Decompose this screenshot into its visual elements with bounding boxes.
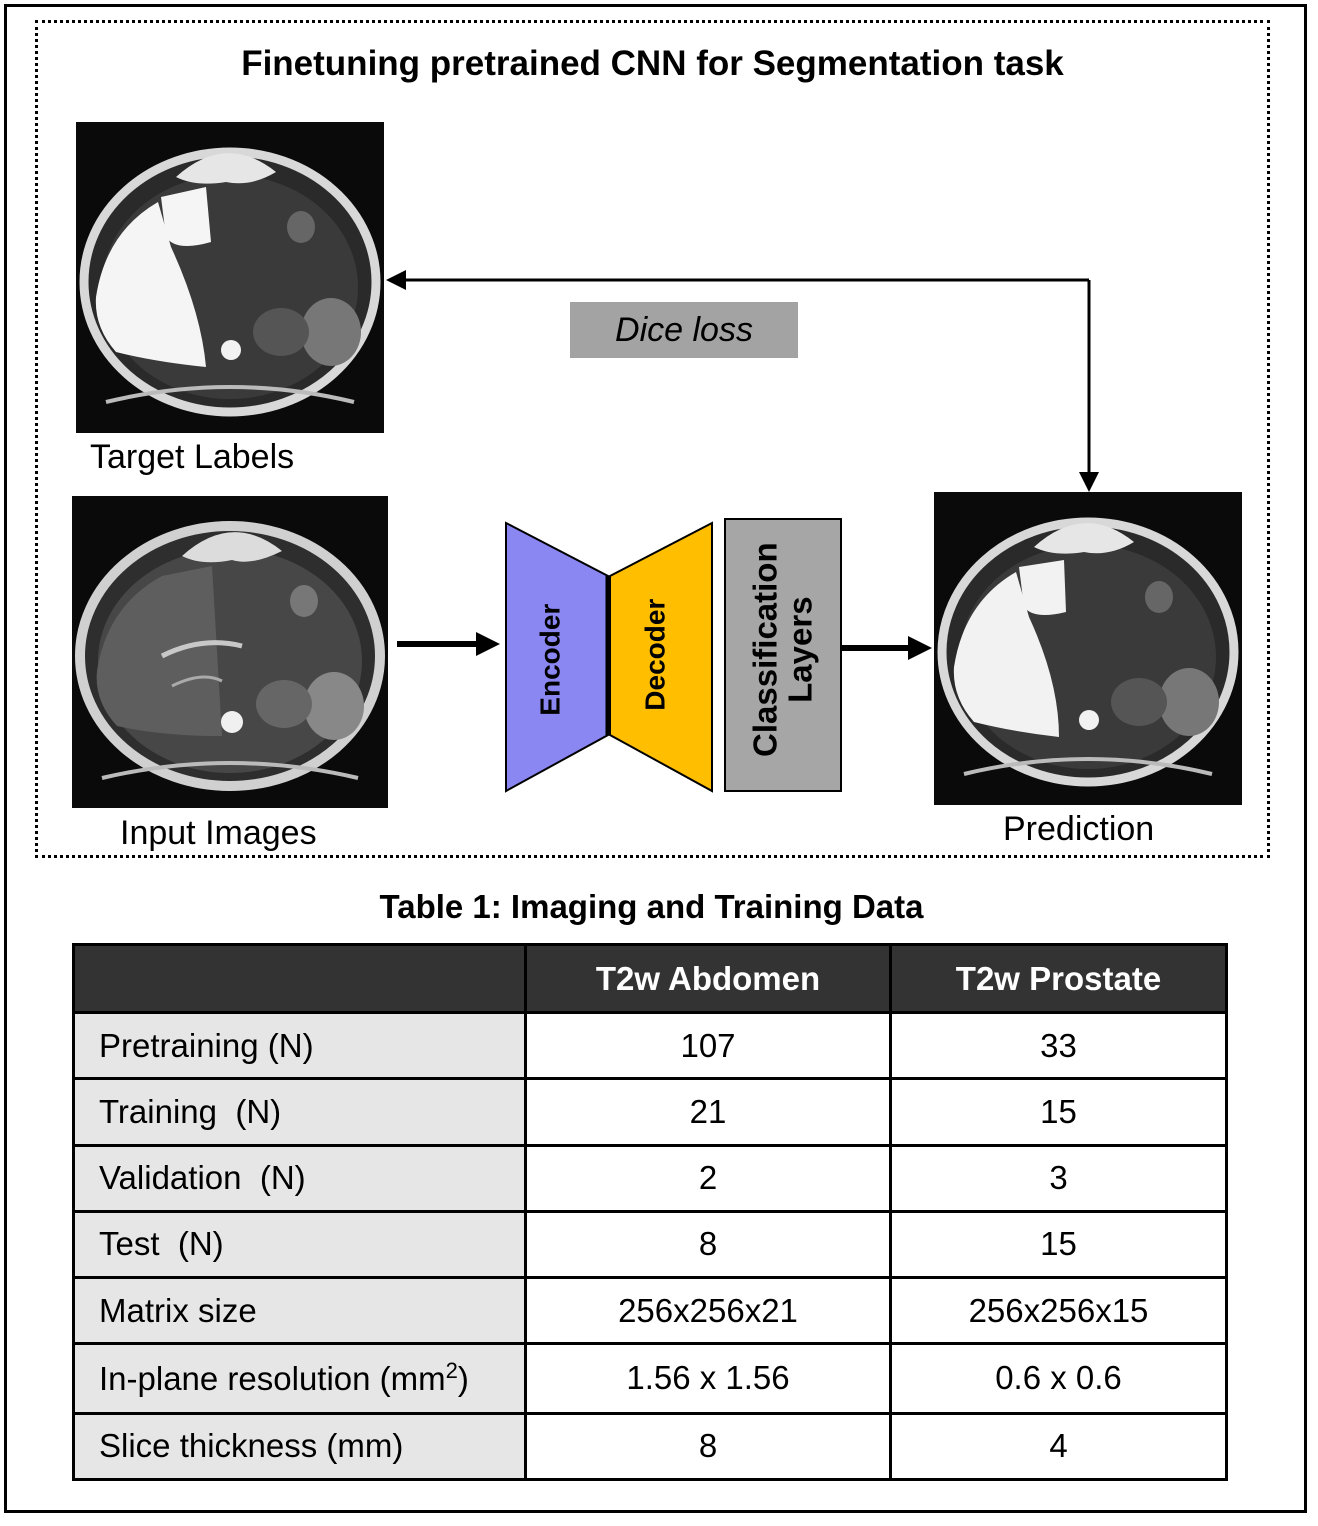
data-table <box>72 943 1228 1481</box>
prostate-value: 4 <box>891 1413 1227 1479</box>
target-labels-caption: Target Labels <box>90 438 295 476</box>
dice-loss-box: Dice loss <box>570 302 798 358</box>
row-label: Slice thickness (mm) <box>74 1413 526 1479</box>
diagram-title: Finetuning pretrained CNN for Segmentation task <box>241 44 1064 83</box>
classification-label-line2: Layers <box>781 596 818 703</box>
table-row <box>74 1013 1227 1079</box>
abdomen-value: 21 <box>526 1079 891 1145</box>
input-images-caption: Input Images <box>120 814 317 852</box>
classification-label-line1: Classification <box>746 542 784 757</box>
abdomen-value: 107 <box>526 1013 891 1079</box>
abdomen-value: 8 <box>526 1413 891 1479</box>
prostate-value: 0.6 x 0.6 <box>891 1344 1227 1413</box>
table-row <box>74 1344 1227 1413</box>
table-row <box>74 1413 1227 1479</box>
prostate-value: 15 <box>891 1211 1227 1277</box>
abdomen-value: 1.56 x 1.56 <box>526 1344 891 1413</box>
row-label: Validation (N) <box>74 1145 526 1211</box>
row-label <box>74 1344 526 1413</box>
abdomen-value: 256x256x21 <box>526 1278 891 1344</box>
input-to-encoder-arrow <box>397 632 500 656</box>
row-label: Pretraining (N) <box>74 1013 526 1079</box>
prostate-value: 33 <box>891 1013 1227 1079</box>
row-label-superscript: 2 <box>445 1358 458 1384</box>
table-row <box>74 1145 1227 1211</box>
table-row <box>74 1278 1227 1344</box>
prostate-value: 3 <box>891 1145 1227 1211</box>
table-header-row <box>74 945 1227 1013</box>
classification-label <box>748 515 817 785</box>
decoder-label: Decoder <box>639 598 671 711</box>
header-prostate: T2w Prostate <box>891 945 1227 1013</box>
table-row <box>74 1079 1227 1145</box>
header-abdomen: T2w Abdomen <box>526 945 891 1013</box>
prostate-value: 15 <box>891 1079 1227 1145</box>
table-row <box>74 1211 1227 1277</box>
prostate-value: 256x256x15 <box>891 1278 1227 1344</box>
row-label-text: In-plane resolution (mm <box>99 1360 446 1398</box>
row-label: Training (N) <box>74 1079 526 1145</box>
encoder-label: Encoder <box>534 603 566 716</box>
header-empty-cell <box>74 945 526 1013</box>
prediction-caption: Prediction <box>1003 810 1155 848</box>
table-caption: Table 1: Imaging and Training Data <box>379 888 924 925</box>
row-label-end: ) <box>457 1360 469 1398</box>
abdomen-value: 8 <box>526 1211 891 1277</box>
classification-to-prediction-arrow <box>842 636 932 660</box>
abdomen-value: 2 <box>526 1145 891 1211</box>
row-label: Test (N) <box>74 1211 526 1277</box>
row-label: Matrix size <box>74 1278 526 1344</box>
